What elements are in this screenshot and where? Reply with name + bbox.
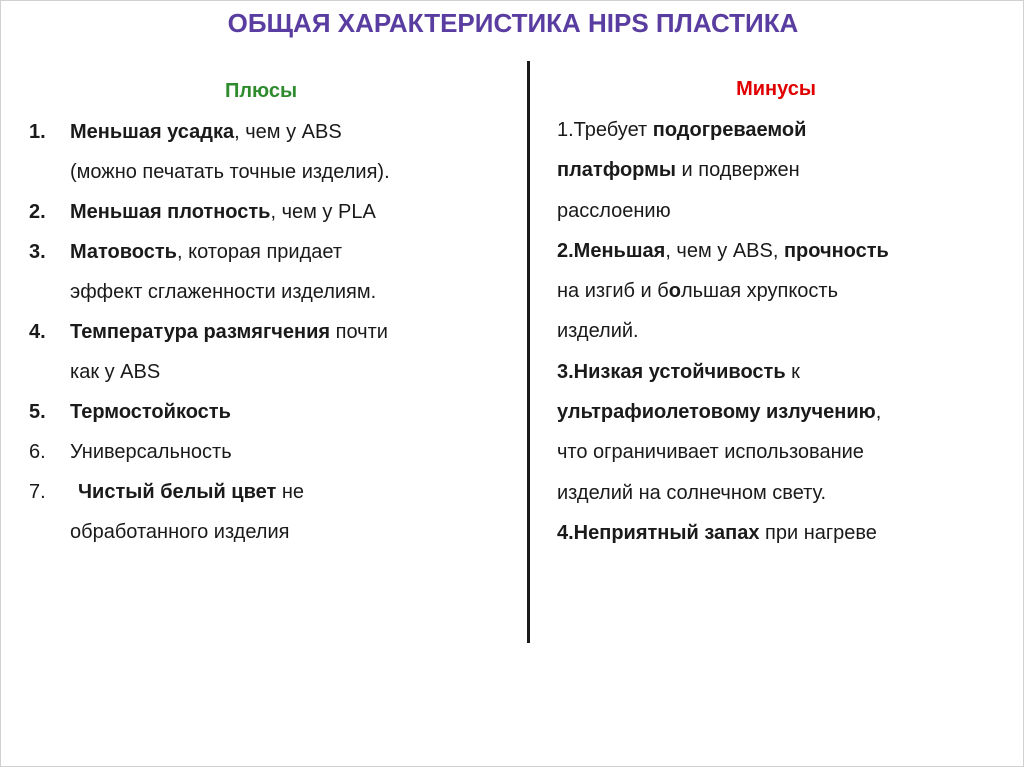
cons-bold: платформы [557, 159, 676, 182]
pros-item-text: эффект сглаженности изделиям. [70, 281, 377, 303]
pros-list [29, 112, 519, 552]
cons-text: изделий. [557, 320, 639, 343]
cons-text: что ограничивает использование [557, 441, 864, 464]
pros-item-text: , чем у ABS [234, 121, 342, 143]
cons-text: , [875, 401, 882, 424]
cons-bold: 4.Неприятный запах [557, 521, 760, 544]
pros-item-number: 1. [29, 121, 46, 143]
pros-item-text: , чем у PLA [270, 201, 376, 223]
cons-text: к [785, 360, 800, 383]
pros-item-7 [29, 472, 519, 552]
pros-item-bold: Меньшая плотность [70, 201, 271, 223]
pros-item-4 [29, 312, 519, 392]
pros-item-text: обработанного изделия [70, 521, 290, 543]
pros-item-text: почти [330, 321, 388, 343]
cons-text: 1.Требует [557, 119, 653, 141]
cons-heading: Минусы [736, 78, 816, 100]
cons-bold: подогреваемой [652, 119, 807, 141]
pros-item-text: (можно печатать точные изделия). [70, 161, 390, 183]
pros-item-bold: Матовость [70, 241, 177, 263]
pros-item-text: не [276, 481, 305, 503]
pros-heading: Плюсы [224, 80, 298, 102]
pros-item-5 [29, 392, 519, 432]
pros-item-text: как у ABS [70, 361, 161, 383]
cons-list [557, 110, 1017, 553]
cons-bold: 2.Меньшая [557, 239, 666, 262]
cons-text: при нагреве [759, 521, 877, 544]
cons-item-3 [557, 352, 1017, 513]
pros-item-number: 4. [29, 321, 46, 343]
cons-bold: ультрафиолетовому излучению [557, 401, 876, 424]
pros-item-3 [29, 232, 519, 312]
cons-bold: прочность [783, 239, 889, 262]
pros-item-1 [29, 112, 519, 192]
pros-item-number: 2. [29, 201, 46, 223]
cons-text: изделий на солнечном свету. [557, 481, 827, 504]
cons-item-2 [557, 231, 1017, 352]
cons-item-1 [557, 110, 1017, 231]
cons-bold: 3.Низкая устойчивость [557, 360, 786, 383]
pros-item-bold: Температура размягчения [70, 321, 331, 343]
pros-item-6 [29, 432, 519, 472]
cons-bold: о [668, 280, 681, 303]
pros-item-text: Универсальность [70, 441, 232, 463]
pros-item-number: 5. [29, 401, 46, 423]
cons-text: на изгиб и б [557, 280, 669, 303]
pros-item-bold: Чистый белый цвет [78, 481, 277, 503]
pros-item-number: 6. [29, 441, 46, 463]
pros-item-number: 7. [29, 481, 46, 503]
cons-text: расслоению [557, 199, 671, 222]
pros-item-text: , которая придает [176, 241, 342, 263]
cons-item-4 [557, 513, 1017, 553]
cons-text: льшая хрупкость [680, 280, 839, 303]
cons-text: , чем у ABS, [665, 239, 784, 262]
pros-item-2 [29, 192, 519, 232]
column-divider [527, 61, 530, 643]
pros-item-bold: Меньшая усадка [70, 121, 235, 143]
pros-item-bold: Термостойкость [70, 401, 231, 423]
cons-text: и подвержен [675, 159, 800, 182]
pros-item-number: 3. [29, 241, 46, 263]
slide-title: ОБЩАЯ ХАРАКТЕРИСТИКА HIPS ПЛАСТИКА [227, 8, 799, 38]
